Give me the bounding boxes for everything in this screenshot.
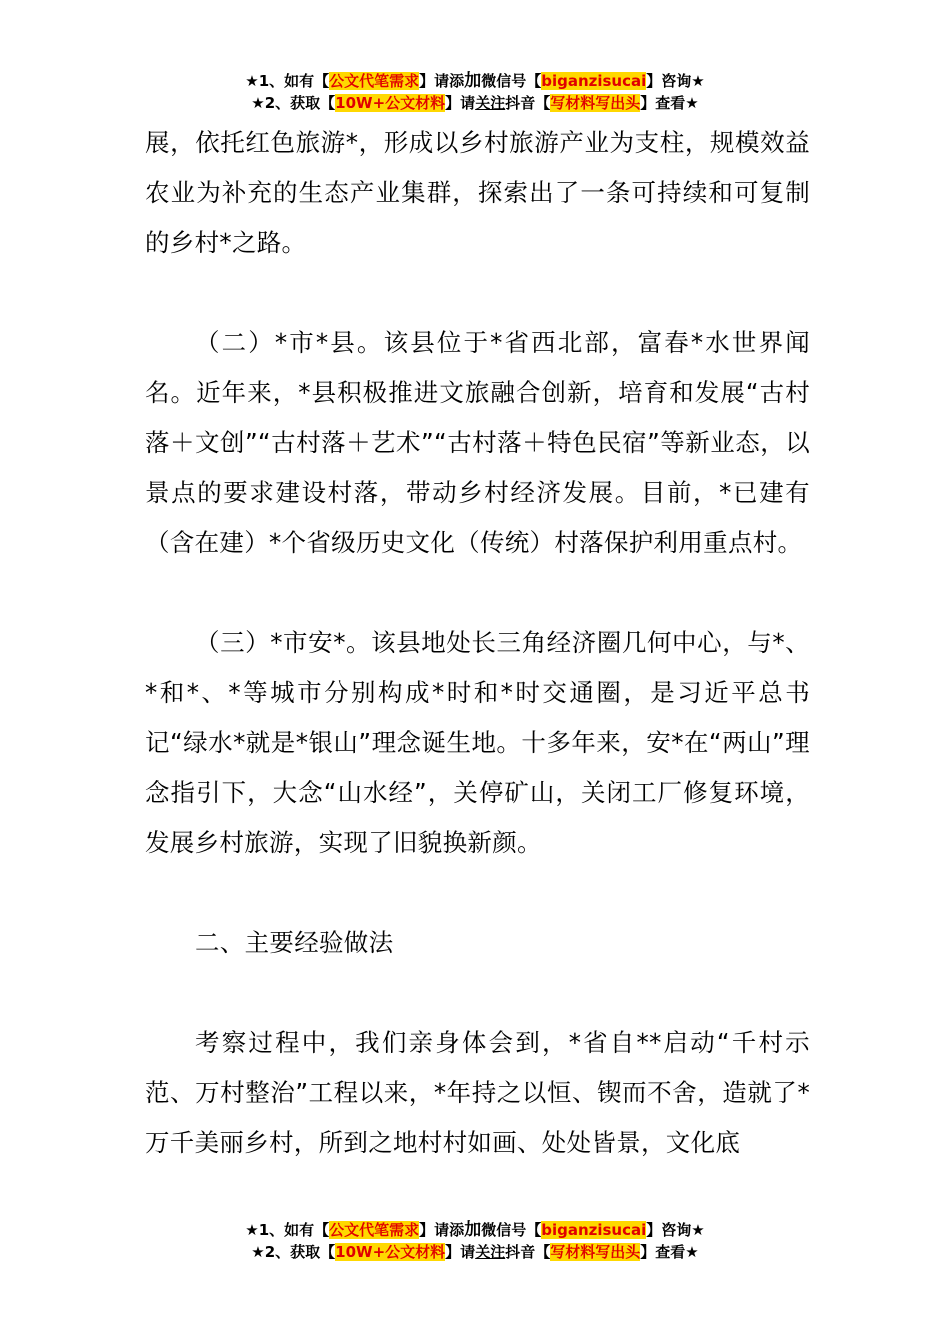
promo-text: 1、如有【 xyxy=(258,1221,330,1239)
star-icon: ★ xyxy=(245,72,259,90)
promo-text: 抖音【 xyxy=(505,94,551,112)
paragraph-continued: 展，依托红色旅游*，形成以乡村旅游产业为支柱，规模效益农业为补充的生态产业集群，探索出了一条可持续和可复制的乡村*之路。 xyxy=(145,128,810,257)
promo-line-1 xyxy=(0,70,950,92)
promo-line-1 xyxy=(0,1219,950,1241)
star-icon: ★ xyxy=(691,1221,705,1239)
promo-banner-bottom xyxy=(0,1219,950,1263)
promo-text: 】咨询 xyxy=(646,1221,692,1239)
promo-text: 】咨询 xyxy=(646,72,692,90)
star-icon: ★ xyxy=(251,1243,265,1261)
promo-highlight: 公文代笔需求 xyxy=(329,72,420,90)
promo-text: 】请 xyxy=(445,94,476,112)
douyin-highlight: 写材料写出头 xyxy=(550,1243,641,1261)
wechat-id-highlight: biganzisucai xyxy=(541,1221,647,1239)
star-icon: ★ xyxy=(245,1221,259,1239)
star-icon: ★ xyxy=(251,94,265,112)
document-body xyxy=(145,118,810,1168)
star-icon: ★ xyxy=(685,1243,699,1261)
promo-highlight: 10W+公文材料 xyxy=(335,1243,446,1261)
promo-line-2 xyxy=(0,1241,950,1263)
promo-text: 】请添 xyxy=(419,1221,465,1239)
section-heading: 二、主要经验做法 xyxy=(195,928,394,957)
promo-text: 加 xyxy=(464,1220,482,1240)
promo-text: 2、获取【 xyxy=(264,1243,336,1261)
douyin-highlight: 写材料写出头 xyxy=(550,94,641,112)
promo-highlight: 公文代笔需求 xyxy=(329,1221,420,1239)
promo-text: 加 xyxy=(464,71,482,91)
wechat-id-highlight: biganzisucai xyxy=(541,72,647,90)
promo-text: 】请添 xyxy=(419,72,465,90)
promo-text: 微信号【 xyxy=(481,72,542,90)
promo-text: 】查看 xyxy=(640,1243,686,1261)
promo-text: 1、如有【 xyxy=(258,72,330,90)
promo-text: 2、获取【 xyxy=(264,94,336,112)
promo-text: 】查看 xyxy=(640,94,686,112)
promo-banner-top xyxy=(0,70,950,114)
paragraph-county-3: （三）*市安*。该县地处长三角经济圈几何中心，与*、*和*、*等城市分别构成*时和*时交通圈，是习近平总书记“绿水*就是*银山”理念诞生地。十多年来，安*在“两山”理念指引下，大念“山水经”，关停矿山，关闭工厂修复环境，发展乡村旅游，实现了旧貌换新颜。 xyxy=(145,628,810,857)
star-icon: ★ xyxy=(691,72,705,90)
paragraph-county-2: （二）*市*县。该县位于*省西北部，富春*水世界闻名。近年来，*县积极推进文旅融合创新，培育和发展“古村落＋文创”“古村落＋艺术”“古村落＋特色民宿”等新业态，以景点的要求建设村落，带动乡村经济发展。目前，*已建有（含在建）*个省级历史文化（传统）村落保护利用重点村。 xyxy=(145,328,810,557)
paragraph-experience: 考察过程中，我们亲身体会到，*省自**启动“千村示范、万村整治”工程以来，*年持之以恒、锲而不舍，造就了*万千美丽乡村，所到之地村村如画、处处皆景，文化底 xyxy=(145,1028,810,1157)
promo-highlight: 10W+公文材料 xyxy=(335,94,446,112)
promo-text: 关注 xyxy=(475,94,506,112)
promo-line-2 xyxy=(0,92,950,114)
promo-text: 】请 xyxy=(445,1243,476,1261)
promo-text: 抖音【 xyxy=(505,1243,551,1261)
promo-text: 微信号【 xyxy=(481,1221,542,1239)
promo-text: 关注 xyxy=(475,1243,506,1261)
star-icon: ★ xyxy=(685,94,699,112)
